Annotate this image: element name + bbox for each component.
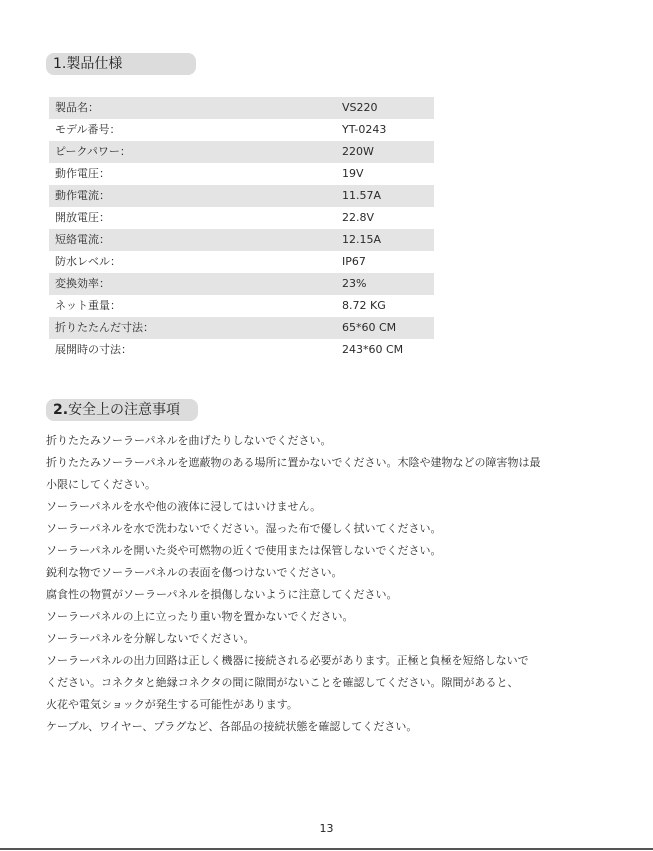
spec-value: 220W xyxy=(342,145,374,158)
spec-row-short-circuit-current xyxy=(49,229,434,251)
safety-note-line: ソーラーパネルを水や他の液体に浸してはいけません。 xyxy=(46,500,322,513)
spec-label: 製品名： xyxy=(55,101,99,114)
safety-note-line: 鋭利な物でソーラーパネルの表面を傷つけないでください。 xyxy=(46,566,343,579)
spec-section-header xyxy=(46,53,196,75)
spec-value: 22.8V xyxy=(342,211,375,224)
spec-row-waterproof-level xyxy=(49,251,434,273)
spec-label: ピークパワー： xyxy=(55,145,131,158)
safety-note-line: ソーラーパネルを水で洗わないでください。湿った布で優しく拭いてください。 xyxy=(46,522,442,535)
safety-section-title: 安全上の注意事項 xyxy=(68,402,181,418)
safety-note-line: 折りたたみソーラーパネルを曲げたりしないでください。 xyxy=(46,434,332,447)
spec-value: 23% xyxy=(342,277,367,290)
spec-value: 243*60 CM xyxy=(342,343,404,356)
spec-label: 短絡電流： xyxy=(55,233,110,246)
spec-label: 折りたたんだ寸法： xyxy=(55,321,154,334)
spec-value: YT-0243 xyxy=(342,123,387,136)
spec-value: 65*60 CM xyxy=(342,321,397,334)
safety-section-header xyxy=(46,399,198,421)
spec-row-product-name xyxy=(49,97,434,119)
spec-row-conversion-efficiency xyxy=(49,273,434,295)
spec-row-folded-size xyxy=(49,317,434,339)
spec-value: 8.72 KG xyxy=(342,299,386,312)
spec-label: 開放電圧： xyxy=(55,211,110,224)
spec-label: ネット重量： xyxy=(55,299,121,312)
spec-row-net-weight xyxy=(49,295,434,317)
page-number: 13 xyxy=(319,822,334,835)
spec-row-operating-current xyxy=(49,185,434,207)
spec-label: 動作電流： xyxy=(55,189,110,202)
safety-section-number: 2. xyxy=(53,402,69,418)
bottom-divider xyxy=(0,848,653,850)
safety-note-line: ください。コネクタと絶縁コネクタの間に隙間がないことを確認してください。隙間があると、 xyxy=(46,676,519,689)
spec-label: 展開時の寸法： xyxy=(55,343,132,356)
spec-label: 防水レベル： xyxy=(55,255,121,268)
spec-value: VS220 xyxy=(342,101,378,114)
spec-row-peak-power xyxy=(49,141,434,163)
safety-note-line: ソーラーパネルの出力回路は正しく機器に接続される必要があります。正極と負極を短絡しないで xyxy=(46,654,529,667)
spec-value: IP67 xyxy=(342,255,366,268)
safety-notes xyxy=(46,430,606,738)
spec-section-number: 1. xyxy=(53,56,67,72)
spec-table xyxy=(49,97,434,361)
spec-row-operating-voltage xyxy=(49,163,434,185)
safety-note-line: ソーラーパネルを分解しないでください。 xyxy=(46,632,255,645)
spec-row-unfolded-size xyxy=(49,339,434,361)
spec-value: 11.57A xyxy=(342,189,382,202)
safety-note-line: 火花や電気ショックが発生する可能性があります。 xyxy=(46,698,298,711)
spec-section-title: 製品仕様 xyxy=(66,56,123,72)
safety-note-line: 腐食性の物質がソーラーパネルを損傷しないように注意してください。 xyxy=(46,588,398,601)
spec-row-model-number xyxy=(49,119,434,141)
safety-note-line: 小限にしてください。 xyxy=(46,478,156,491)
spec-label: 動作電圧： xyxy=(55,167,110,180)
spec-label: 変換効率： xyxy=(55,277,110,290)
spec-row-open-circuit-voltage xyxy=(49,207,434,229)
safety-note-line: ケーブル、ワイヤー、プラグなど、各部品の接続状態を確認してください。 xyxy=(46,720,418,733)
spec-label: モデル番号： xyxy=(55,123,121,136)
safety-note-line: 折りたたみソーラーパネルを遮蔽物のある場所に置かないでください。木陰や建物などの障害物は最 xyxy=(46,456,541,469)
safety-note-line: ソーラーパネルの上に立ったり重い物を置かないでください。 xyxy=(46,610,354,623)
spec-value: 19V xyxy=(342,167,364,180)
spec-value: 12.15A xyxy=(342,233,382,246)
safety-note-line: ソーラーパネルを開いた炎や可燃物の近くで使用または保管しないでください。 xyxy=(46,544,442,557)
